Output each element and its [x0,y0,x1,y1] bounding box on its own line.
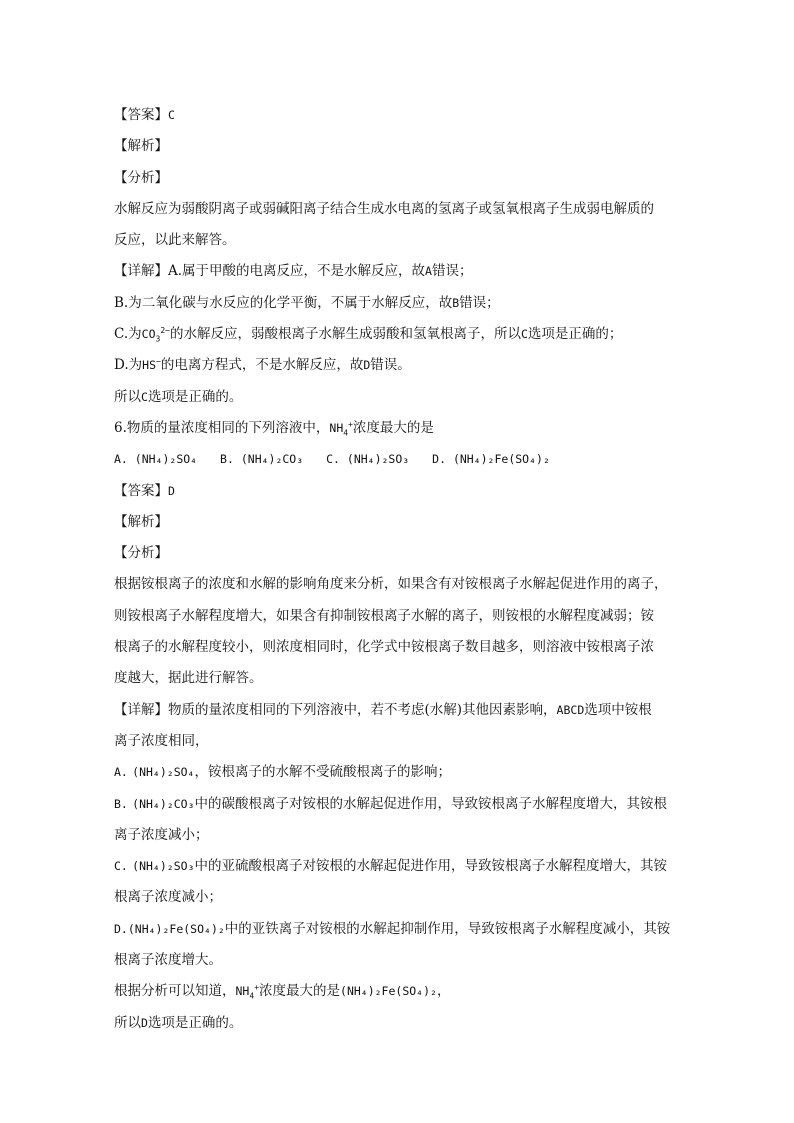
option-b: B. (NH₄)₂CO₃ [220,452,304,467]
q5-detail-a: 【详解】A.属于甲酸的电离反应，不是水解反应，故A错误； [114,263,473,280]
q6-detail-b-2: 离子浓度减小； [114,826,209,843]
hs-formula: HS− [142,357,161,373]
q6-detail-d-2: 根离子浓度增大。 [114,952,222,969]
q5-conclusion: 所以C选项是正确的。 [114,388,243,405]
q6-analysis-line-2: 则铵根离子水解程度增大，如果含有抑制铵根离子水解的离子，则铵根的水解程度减弱；铵 [114,607,654,624]
ammonium-formula: $NH_4^+$ [235,983,260,1001]
q5-analysis-line-1: 水解反应为弱酸阴离子或弱碱阳离子结合生成水电离的氢离子或氢氧根离子生成弱电解质的 [114,200,654,217]
q5-detail-d: D.为HS−的电离方程式，不是水解反应，故D错误。 [114,357,411,374]
q6-fenxi-heading: 【分析】 [114,545,168,562]
q6-analysis-line-3: 根离子的水解程度较小，则浓度相同时，化学式中铵根离子数目越多，则溶液中铵根离子浓 [114,639,654,656]
q6-detail-intro-1: 【详解】物质的量浓度相同的下列溶液中，若不考虑(水解)其他因素影响，ABCD选项中铵根 [114,701,652,718]
detail-tag: 【详解】 [114,263,168,280]
answer-tag: 【答案】 [114,107,168,123]
q6-detail-d-1: D.(NH₄)₂Fe(SO₄)₂中的亚铁离子对铵根的水解起抑制作用，导致铵根离子水解程度减小，其铵 [114,920,671,937]
q6-detail-a: A. (NH₄)₂SO₄，铵根离子的水解不受硫酸根离子的影响； [114,764,451,781]
detail-tag: 【详解】 [114,701,168,718]
q6-detail-intro-2: 离子浓度相同， [114,732,209,749]
q6-analysis-line-4: 度越大，据此进行解答。 [114,670,263,687]
answer-value: C [168,108,175,122]
option-a: A. (NH₄)₂SO₄ [114,452,198,467]
carbonate-formula: $CO_3^{2-}$ [141,326,170,344]
q5-detail-c: C.为$CO_3^{2-}$的水解反应，弱酸根离子水解生成弱酸和氢氧根离子，所以C选项是正确的； [114,326,623,344]
q6-options [114,444,680,475]
q6-conclusion: 所以D选项是正确的。 [114,1014,243,1031]
option-d: D. (NH₄)₂Fe(SO₄)₂ [432,452,550,467]
q5-detail-b: B.为二氧化碳与水反应的化学平衡，不属于水解反应，故B错误； [114,294,500,311]
q6-analysis-line-1: 根据铵根离子的浓度和水解的影响角度来分析，如果含有对铵根离子水解起促进作用的离子， [114,576,668,593]
ammonium-formula: $NH_4^+$ [329,420,353,438]
q6-summary: 根据分析可以知道，$NH_4^+$浓度最大的是(NH₄)₂Fe(SO₄)₂， [114,983,451,1001]
q6-jiexi-heading: 【解析】 [114,513,168,530]
q6-detail-b-1: B. (NH₄)₂CO₃中的碳酸根离子对铵根的水解起促进作用，导致铵根离子水解程度增大，其铵根 [114,795,667,812]
answer-tag: 【答案】 [114,482,168,499]
q5-answer-line [114,100,680,131]
q5-jiexi-heading: 【解析】 [114,138,168,155]
q5-fenxi-heading: 【分析】 [114,169,168,186]
q6-stem: 6.物质的量浓度相同的下列溶液中，$NH_4^+$浓度最大的是 [114,419,434,438]
q6-detail-c-2: 根离子浓度减小； [114,889,222,906]
document-page [114,100,680,1039]
answer-value: D [168,483,175,498]
q5-analysis-line-2: 反应，以此来解答。 [114,232,236,249]
q6-answer-line [114,476,680,507]
q6-detail-c-1: C. (NH₄)₂SO₃中的亚硫酸根离子对铵根的水解起促进作用，导致铵根离子水解程度增大，其铵 [114,858,667,875]
option-c: C. (NH₄)₂SO₃ [326,452,410,467]
